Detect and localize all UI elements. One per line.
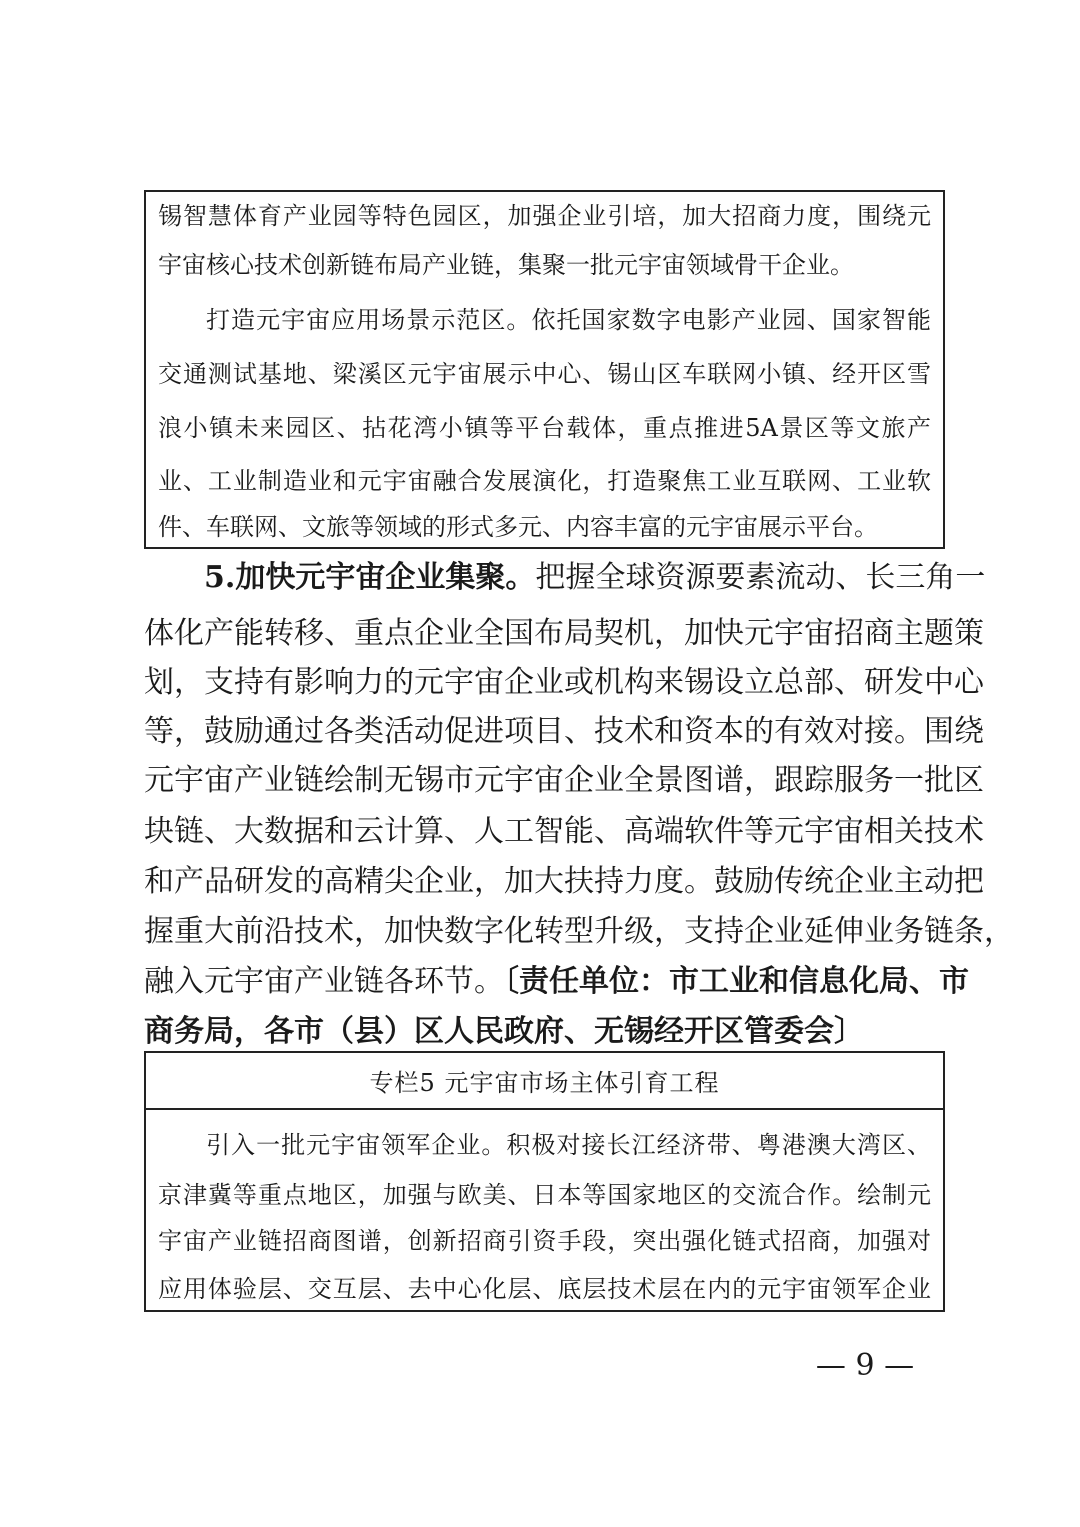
- feature-box-continued: [144, 190, 945, 549]
- section5-line-6: 块链、大数据和云计算、人工智能、高端软件等元宇宙相关技术: [144, 814, 984, 849]
- section5-line-3: 划，支持有影响力的元宇宙企业或机构来锡设立总部、研发中心: [144, 665, 984, 700]
- box2-line-4: 应用体验层、交互层、去中心化层、底层技术层在内的元宇宙领军企业: [158, 1275, 931, 1303]
- section5-line-7: 和产品研发的高精尖企业，加大扶持力度。鼓励传统企业主动把: [144, 864, 984, 899]
- box1-line-7: 件、车联网、文旅等领域的形式多元、内容丰富的元宇宙展示平台。: [158, 513, 878, 541]
- feature-box-5: [144, 1051, 945, 1312]
- section5-line-9-text: 融入元宇宙产业链各环节。: [144, 964, 504, 999]
- section5-heading: 5.加快元宇宙企业集聚。: [204, 560, 536, 595]
- box2-line-2: 京津冀等重点地区，加强与欧美、日本等国家地区的交流合作。绘制元: [158, 1181, 931, 1209]
- box1-line-4: 交通测试基地、梁溪区元宇宙展示中心、锡山区车联网小镇、经开区雪: [158, 360, 931, 388]
- section5-line-1: [204, 560, 986, 595]
- feature-box-title: 专栏5 元宇宙市场主体引育工程: [146, 1053, 943, 1110]
- box1-line-1: 锡智慧体育产业园等特色园区，加强企业引培，加大招商力度，围绕元: [158, 202, 931, 230]
- section5-line-8: 握重大前沿技术，加快数字化转型升级，支持企业延伸业务链条，: [144, 914, 1014, 949]
- box1-line-6: 业、工业制造业和元宇宙融合发展演化，打造聚焦工业互联网、工业软: [158, 467, 931, 495]
- section5-line-5: 元宇宙产业链绘制无锡市元宇宙企业全景图谱，跟踪服务一批区: [144, 763, 984, 798]
- responsibility-part-2: 商务局，各市（县）区人民政府、无锡经开区管委会〕: [144, 1014, 864, 1049]
- page-number: — 9 —: [815, 1348, 915, 1383]
- box2-line-3: 宇宙产业链招商图谱，创新招商引资手段，突出强化链式招商，加强对: [158, 1227, 931, 1255]
- responsibility-part-1: 〔责任单位：市工业和信息化局、市: [504, 964, 969, 999]
- section5-line-4: 等，鼓励通过各类活动促进项目、技术和资本的有效对接。围绕: [144, 714, 984, 749]
- section5-line-10: [144, 1016, 945, 1048]
- section5-line-1-text: 把握全球资源要素流动、长三角一: [535, 560, 986, 595]
- section5-line-2: 体化产能转移、重点企业全国布局契机，加快元宇宙招商主题策: [144, 616, 984, 651]
- box1-line-3: 打造元宇宙应用场景示范区。依托国家数字电影产业园、国家智能: [206, 306, 931, 334]
- box1-line-2: 宇宙核心技术创新链布局产业链，集聚一批元宇宙领域骨干企业。: [158, 251, 854, 279]
- section5-line-9: [144, 964, 969, 999]
- box1-line-5: 浪小镇未来园区、拈花湾小镇等平台载体，重点推进5A景区等文旅产: [158, 414, 931, 442]
- box2-line-1: 引入一批元宇宙领军企业。积极对接长江经济带、粤港澳大湾区、: [206, 1131, 931, 1159]
